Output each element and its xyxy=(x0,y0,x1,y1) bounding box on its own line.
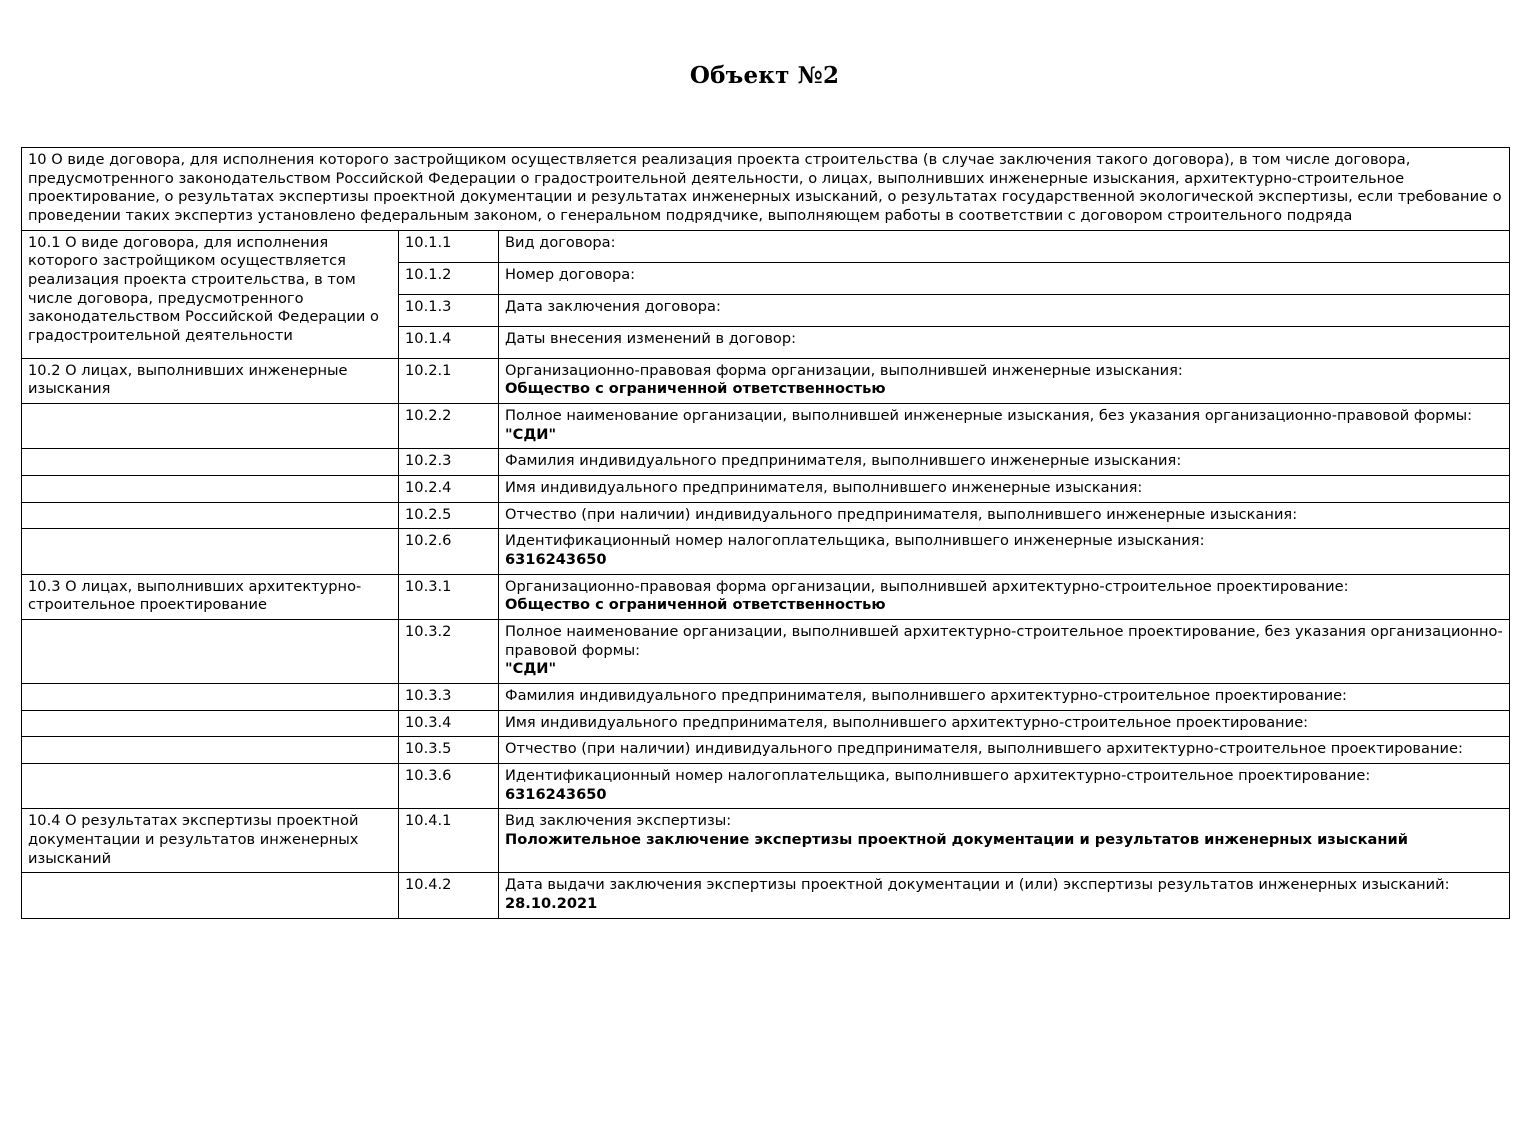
row-content-10-3-5 xyxy=(499,737,1510,764)
row-value: Положительное заключение экспертизы проектной документации и результатов инженерных изысканий xyxy=(505,831,1408,849)
row-value: Общество с ограниченной ответственностью xyxy=(505,380,886,398)
row-content-10-1-3 xyxy=(499,294,1510,326)
row-code-10-2-4: 10.2.4 xyxy=(399,476,499,503)
row-value: "СДИ" xyxy=(505,660,557,678)
table-row xyxy=(22,737,1510,764)
row-label: Дата выдачи заключения экспертизы проектной документации и (или) экспертизы результатов инженерных изысканий: xyxy=(505,876,1450,894)
table-row xyxy=(22,684,1510,711)
row-content-10-3-2 xyxy=(499,620,1510,684)
table-row xyxy=(22,809,1510,873)
page-title: Объект №2 xyxy=(689,62,840,89)
table-row xyxy=(22,873,1510,918)
row-code-10-3-2: 10.3.2 xyxy=(399,620,499,684)
table-row xyxy=(22,230,1510,262)
row-code-10-2-2: 10.2.2 xyxy=(399,404,499,449)
row-code-10-2-1: 10.2.1 xyxy=(399,358,499,403)
row-code-10-1-3: 10.1.3 xyxy=(399,294,499,326)
row-label: Полное наименование организации, выполнившей архитектурно-строительное проектирование, без указания организационно-правовой формы: xyxy=(505,623,1503,659)
row-content-10-2-6 xyxy=(499,529,1510,574)
row-label: Номер договора: xyxy=(505,265,636,283)
row-value: "СДИ" xyxy=(505,425,557,443)
row-label: Даты внесения изменений в договор: xyxy=(505,329,797,347)
group-label-10-1: 10.1 О виде договора, для исполнения которого застройщиком осуществляется реализация проекта строительства, в том числе договора, предусмотренного законодательством Российской Федерации о градостроительной деятельности xyxy=(22,230,399,358)
group-label-spacer xyxy=(22,529,399,574)
document-page xyxy=(0,62,1529,919)
group-label-spacer xyxy=(22,502,399,529)
row-code-10-3-1: 10.3.1 xyxy=(399,574,499,619)
group-label-spacer xyxy=(22,710,399,737)
row-content-10-1-4 xyxy=(499,326,1510,358)
row-label: Отчество (при наличии) индивидуального предпринимателя, выполнившего инженерные изыскания: xyxy=(505,505,1298,523)
table-row xyxy=(22,358,1510,403)
row-content-10-2-3 xyxy=(499,449,1510,476)
row-code-10-2-5: 10.2.5 xyxy=(399,502,499,529)
row-content-10-4-1 xyxy=(499,809,1510,873)
row-content-10-3-3 xyxy=(499,684,1510,711)
row-content-10-4-2 xyxy=(499,873,1510,918)
row-code-10-2-6: 10.2.6 xyxy=(399,529,499,574)
section-header-cell: 10 О виде договора, для исполнения которого застройщиком осуществляется реализация проекта строительства (в случае заключения такого договора), в том числе договора, предусмотренного законодательством Российской Федерации о градостроительной деятельности, о лицах, выполнивших инженерные изыскания, архитектурно-строительное проектирование, о результатах экспертизы проектной документации и результатах инженерных изысканий, о результатах государственной экологической экспертизы, если требование о проведении таких экспертиз установлено федеральным законом, о генеральном подрядчике, выполняющем работы в соответствии с договором строительного подряда xyxy=(22,148,1510,231)
row-content-10-1-2 xyxy=(499,262,1510,294)
object-info-table xyxy=(21,147,1510,919)
row-value: 6316243650 xyxy=(505,551,607,569)
row-content-10-3-4 xyxy=(499,710,1510,737)
group-label-spacer xyxy=(22,404,399,449)
table-row xyxy=(22,502,1510,529)
row-label: Фамилия индивидуального предпринимателя, выполнившего архитектурно-строительное проектирование: xyxy=(505,687,1347,705)
row-code-10-3-5: 10.3.5 xyxy=(399,737,499,764)
table-row xyxy=(22,764,1510,809)
row-value: Общество с ограниченной ответственностью xyxy=(505,596,886,614)
row-label: Идентификационный номер налогоплательщика, выполнившего инженерные изыскания: xyxy=(505,532,1205,550)
table-row xyxy=(22,404,1510,449)
group-label-spacer xyxy=(22,620,399,684)
group-label-spacer xyxy=(22,449,399,476)
row-code-10-1-4: 10.1.4 xyxy=(399,326,499,358)
row-value: 28.10.2021 xyxy=(505,895,598,913)
group-label-spacer xyxy=(22,476,399,503)
row-label: Организационно-правовая форма организации, выполнившей инженерные изыскания: xyxy=(505,361,1183,379)
table-row xyxy=(22,710,1510,737)
row-label: Фамилия индивидуального предпринимателя, выполнившего инженерные изыскания: xyxy=(505,452,1182,470)
row-label: Дата заключения договора: xyxy=(505,297,721,315)
group-label-spacer xyxy=(22,737,399,764)
row-label: Вид заключения экспертизы: xyxy=(505,812,732,830)
row-value: 6316243650 xyxy=(505,785,607,803)
table-row xyxy=(22,529,1510,574)
row-label: Отчество (при наличии) индивидуального предпринимателя, выполнившего архитектурно-строительное проектирование: xyxy=(505,740,1463,758)
row-content-10-2-4 xyxy=(499,476,1510,503)
row-content-10-2-2 xyxy=(499,404,1510,449)
table-row xyxy=(22,620,1510,684)
group-label-10-2: 10.2 О лицах, выполнивших инженерные изыскания xyxy=(22,358,399,403)
row-content-10-1-1 xyxy=(499,230,1510,262)
row-content-10-3-1 xyxy=(499,574,1510,619)
row-label: Идентификационный номер налогоплательщика, выполнившего архитектурно-строительное проектирование: xyxy=(505,767,1371,785)
row-label: Имя индивидуального предпринимателя, выполнившего архитектурно-строительное проектирование: xyxy=(505,713,1309,731)
row-content-10-2-5 xyxy=(499,502,1510,529)
group-label-spacer xyxy=(22,764,399,809)
row-code-10-3-4: 10.3.4 xyxy=(399,710,499,737)
row-content-10-2-1 xyxy=(499,358,1510,403)
row-label: Полное наименование организации, выполнившей инженерные изыскания, без указания организационно-правовой формы: xyxy=(505,407,1473,425)
row-label: Организационно-правовая форма организации, выполнившей архитектурно-строительное проектирование: xyxy=(505,577,1349,595)
group-label-spacer xyxy=(22,684,399,711)
row-content-10-3-6 xyxy=(499,764,1510,809)
row-code-10-1-2: 10.1.2 xyxy=(399,262,499,294)
row-label: Вид договора: xyxy=(505,233,616,251)
row-code-10-3-3: 10.3.3 xyxy=(399,684,499,711)
table-row-section-header xyxy=(22,148,1510,231)
group-label-spacer xyxy=(22,873,399,918)
table-row xyxy=(22,574,1510,619)
row-code-10-4-2: 10.4.2 xyxy=(399,873,499,918)
row-code-10-4-1: 10.4.1 xyxy=(399,809,499,873)
table-row xyxy=(22,449,1510,476)
group-label-10-4: 10.4 О результатах экспертизы проектной документации и результатов инженерных изысканий xyxy=(22,809,399,873)
table-row xyxy=(22,476,1510,503)
row-code-10-3-6: 10.3.6 xyxy=(399,764,499,809)
row-code-10-1-1: 10.1.1 xyxy=(399,230,499,262)
row-label: Имя индивидуального предпринимателя, выполнившего инженерные изыскания: xyxy=(505,479,1143,497)
row-code-10-2-3: 10.2.3 xyxy=(399,449,499,476)
group-label-10-3: 10.3 О лицах, выполнивших архитектурно-строительное проектирование xyxy=(22,574,399,619)
